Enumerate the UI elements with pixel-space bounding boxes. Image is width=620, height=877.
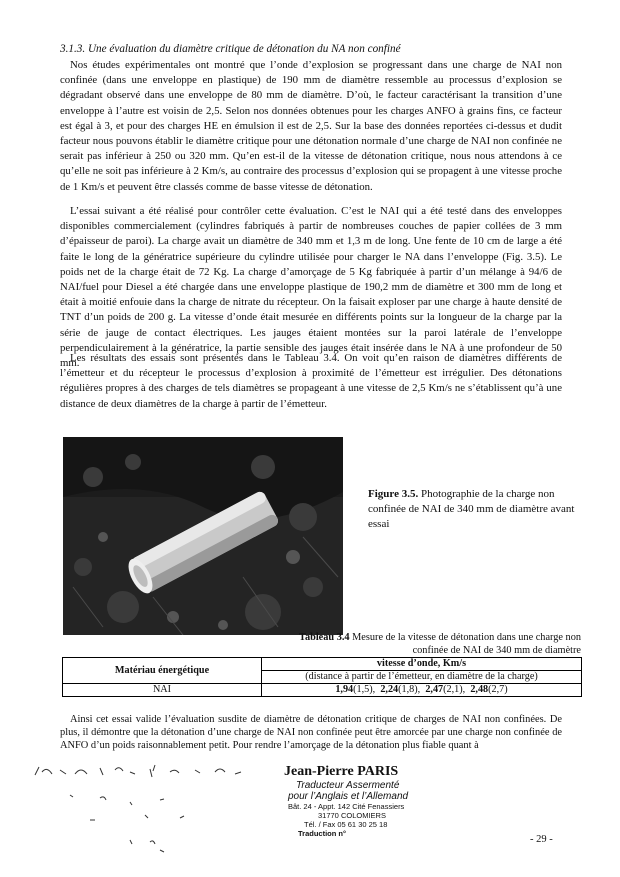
page-number: - 29 -: [530, 834, 553, 845]
column-header-material: Matériau énergétique: [63, 658, 262, 684]
velocity-table: [62, 657, 582, 697]
stamp-name: Jean-Pierre PARIS: [284, 764, 399, 779]
figure-label: Figure 3.5.: [368, 488, 419, 500]
paragraph-2: L’essai suivant a été réalisé pour contrôler cette évaluation. C’est le NAI qui a été testé dans des enveloppes disponibles commercialement (cylindres fabriqués à partir de nombreuses couches de papier collées de 3 mm d’épaisseur de paroi). La charge avait un diamètre de 340 mm et 1,3 m de long. Une fente de 10 cm de large a été faite le long de la génératrice supérieure du cylindre utilisée pour charger le NA dans l’enveloppe (Fig. 3.5). Le poids net de la charge était de 72 Kg. La charge d’amorçage de 5 Kg fabriquée à partir d’un mélange à 94/6 de NAI/fuel pour Diesel a été chargée dans une enveloppe plastique de 190,2 mm de diamètre et 300 mm de long et était à moitié enfouie dans la charge de nitrate du récepteur. On la faisait exploser par une charge à haute densité de TNT d’un poids de 200 g. La vitesse d’onde était mesurée en différents points sur la longueur de la charge par la série de jauge de contact électriques. Les jauges étaient montées sur la paroi latérale de l’enveloppe perpendiculairement à la génératrice, la partie sensible des jauges était insérée dans le NA à une profondeur de 50 mm.: [60, 205, 562, 370]
figure-caption: [368, 487, 578, 532]
distance-value: (2,1): [443, 684, 463, 695]
cell-material: NAI: [63, 684, 262, 697]
figure-caption-text: Photographie de la charge non confinée de NAI de 340 mm de diamètre avant essai: [368, 488, 575, 530]
stamp-city: 31770 COLOMIERS: [318, 811, 386, 820]
handwritten-signature: [30, 760, 270, 875]
table-caption: [275, 632, 581, 657]
section-heading: 3.1.3. Une évaluation du diamètre critique de détonation du NA non confiné: [60, 43, 401, 55]
distance-value: (1,5): [353, 684, 373, 695]
velocity-header-text: vitesse d’onde, Km/s: [376, 658, 467, 669]
charge-photograph: [63, 437, 343, 635]
column-header-velocity: [262, 658, 582, 671]
stamp-phone: Tél. / Fax 05 61 30 25 18: [304, 820, 388, 829]
distance-value: (2,7): [488, 684, 508, 695]
distance-value: (1,8): [398, 684, 418, 695]
translator-stamp: [284, 764, 454, 838]
table-caption-text: Mesure de la vitesse de détonation dans une charge non confinée de NAI de 340 mm de diamètre: [349, 632, 581, 656]
paragraph-3: Les résultats des essais sont présentés dans le Tableau 3.4. On voit qu’en raison de diamètres différents de l’émetteur et du récepteur le processus d’explosion à proximité de l’émetteur est irrégulier. Des détonations régulières propres à des charges de tels diamètres se propageant à une vitesse de 2,5 Km/s ne s’établissent qu’à une distance de deux diamètres de la charge à partir de l’émetteur.: [60, 352, 562, 410]
table-row: [63, 684, 582, 697]
velocity-value: 1,94: [335, 684, 354, 695]
stamp-languages: pour l’Anglais et l’Allemand: [288, 791, 409, 802]
stamp-address: Bât. 24 - Appt. 142 Cité Fenassiers: [288, 802, 405, 811]
table-label: Tableau 3.4: [299, 632, 350, 643]
column-subheader-distance: (distance à partir de l’émetteur, en diamètre de la charge): [262, 671, 582, 684]
velocity-value: 2,47: [425, 684, 444, 695]
velocity-value: 2,48: [470, 684, 489, 695]
stamp-title: Traducteur Assermenté: [296, 780, 400, 791]
stamp-translation-number: Traduction n°: [298, 829, 346, 838]
paragraph-4: Ainsi cet essai valide l’évaluation susdite de diamètre de détonation critique de charges de NAI non confinées. De plus, il démontre que la détonation d’une charge de NAI non confinée peut être amorcée par une charge non confinée de ANFO d’un poids raisonnablement petit. Pour rendre l’amorçage de la détonation plus fiable quant à: [60, 714, 562, 752]
cell-velocities: 1,94(1,5), 2,24(1,8), 2,47(2,1), 2,48(2,7): [262, 684, 582, 697]
paragraph-1: Nos études expérimentales ont montré que l’onde d’explosion se progressant dans une charge de NAI non confinée (dans une enveloppe en plastique) de 190 mm de diamètre ressemble au processus d’explosion se dégradant observé dans une enveloppe de 80 mm de diamètre. D’où, le facteur caractérisant la transition d’une enveloppe à l’autre est voisin de 2,5. Selon nos données obtenues pour les charges ANFO à grains fins, ce facteur est égal à 3, et pour des charges HE en émulsion il est de 2,5. Sur la base des données reportées ci-dessus et dudit facteur nous pouvons établir le diamètre critique pour une détonation normale d’une charge de NAI non confinée ne serait pas inférieur à 250 ou 320 mm. Qu’en est-il de la vitesse de détonation critique, nous nous attendons à ce qu’elle ne soit pas inférieure à 2 Km/s, au contraire des processus d’explosion qui se propagent à une vitesse proche de 1 Km/s et peuvent être classés comme de basse vitesse de détonation.: [60, 59, 562, 193]
velocity-value: 2,24: [380, 684, 399, 695]
table-header-row: [63, 658, 582, 671]
